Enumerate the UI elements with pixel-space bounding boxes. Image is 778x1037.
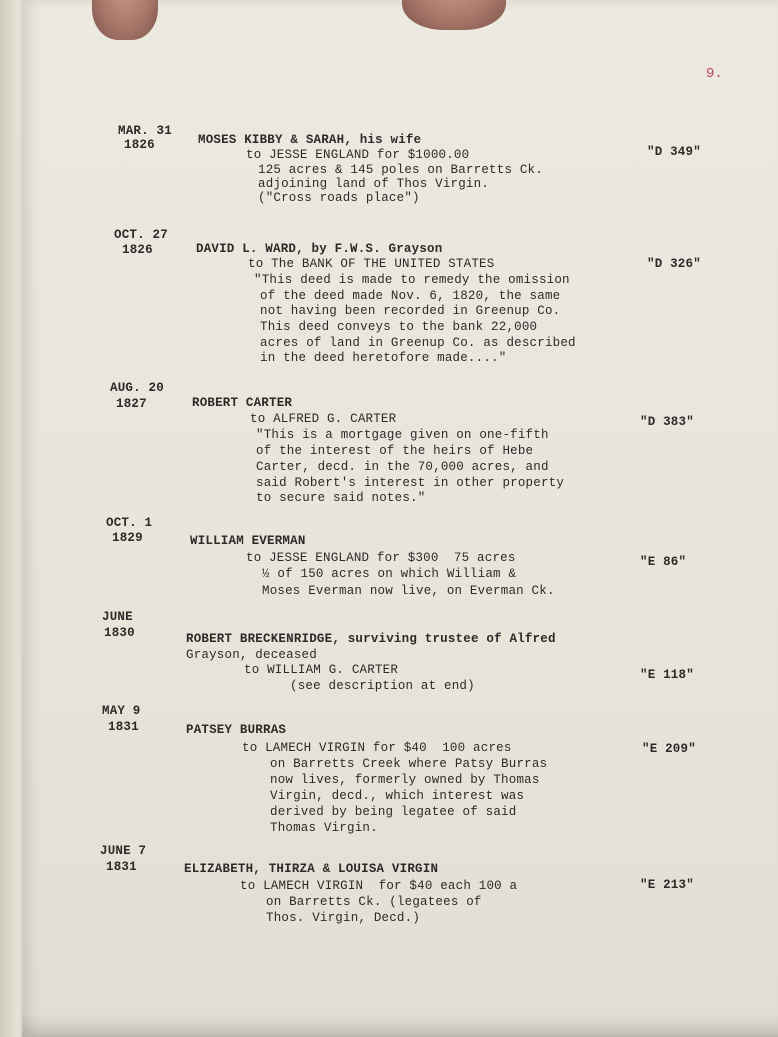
entry-reference: "E 209"	[642, 742, 696, 756]
entry-line: Carter, decd. in the 70,000 acres, and	[256, 460, 549, 474]
page-number: 9.	[706, 66, 723, 82]
entry-line: Virgin, decd., which interest was	[270, 789, 525, 803]
entry-line: derived by being legatee of said	[270, 805, 517, 819]
entry-line: said Robert's interest in other property	[256, 476, 565, 490]
entry-party: WILLIAM EVERMAN	[190, 534, 306, 548]
entry-line: Thomas Virgin.	[270, 821, 378, 835]
page-bottom-shadow	[22, 1013, 778, 1037]
entry-line: to WILLIAM G. CARTER	[244, 663, 399, 677]
entry-line: adjoining land of Thos Virgin.	[258, 177, 490, 191]
entry-line: to LAMECH VIRGIN for $40 each 100 a	[240, 879, 518, 893]
entry-date-line2: 1831	[108, 720, 139, 734]
entry-line: Thos. Virgin, Decd.)	[266, 911, 421, 925]
entry-line: Grayson, deceased	[186, 648, 317, 662]
entry-reference: "E 86"	[640, 555, 687, 569]
entry-date-line1: AUG. 20	[110, 381, 164, 395]
entry-date-line1: MAR. 31	[118, 124, 172, 138]
entry-reference: "D 349"	[647, 145, 701, 159]
entry-line: to secure said notes."	[256, 491, 426, 505]
entry-line: ½ of 150 acres on which William &	[262, 567, 517, 581]
entry-party: MOSES KIBBY & SARAH, his wife	[198, 133, 422, 147]
entry-line: (see description at end)	[290, 679, 475, 693]
entry-line: This deed conveys to the bank 22,000	[260, 320, 538, 334]
entry-date-line1: MAY 9	[102, 704, 141, 718]
entry-date-line2: 1830	[104, 626, 135, 640]
entry-reference: "D 326"	[647, 257, 701, 271]
entry-line: to ALFRED G. CARTER	[250, 412, 397, 426]
entry-date-line1: JUNE	[102, 610, 133, 624]
entry-line: ("Cross roads place")	[258, 191, 420, 205]
entry-date-line2: 1826	[124, 138, 155, 152]
entry-line: "This is a mortgage given on one-fifth	[256, 428, 549, 442]
entry-reference: "E 118"	[640, 668, 694, 682]
entry-line: of the deed made Nov. 6, 1820, the same	[260, 289, 561, 303]
entry-date-line2: 1826	[122, 243, 153, 257]
entry-line: in the deed heretofore made...."	[260, 351, 507, 365]
entry-line: not having been recorded in Greenup Co.	[260, 304, 561, 318]
entry-line: on Barretts Ck. (legatees of	[266, 895, 482, 909]
entry-line: now lives, formerly owned by Thomas	[270, 773, 540, 787]
entry-party: DAVID L. WARD, by F.W.S. Grayson	[196, 242, 443, 256]
entry-party: PATSEY BURRAS	[186, 723, 287, 737]
entry-line: to JESSE ENGLAND for $300 75 acres	[246, 551, 516, 565]
entry-date-line1: OCT. 27	[114, 228, 168, 242]
entry-line: Moses Everman now live, on Everman Ck.	[262, 584, 555, 598]
entry-line: "This deed is made to remedy the omission	[254, 273, 570, 287]
entry-line: to LAMECH VIRGIN for $40 100 acres	[242, 741, 512, 755]
entry-date-line2: 1829	[112, 531, 143, 545]
entry-date-line1: JUNE 7	[100, 844, 147, 858]
entry-line: on Barretts Creek where Patsy Burras	[270, 757, 548, 771]
entry-line: to The BANK OF THE UNITED STATES	[248, 257, 495, 271]
entry-date-line2: 1827	[116, 397, 147, 411]
entry-reference: "D 383"	[640, 415, 694, 429]
entry-reference: "E 213"	[640, 878, 694, 892]
entry-line: 125 acres & 145 poles on Barretts Ck.	[258, 163, 543, 177]
entry-party: ELIZABETH, THIRZA & LOUISA VIRGIN	[184, 862, 439, 876]
entry-line: of the interest of the heirs of Hebe	[256, 444, 534, 458]
entry-party: ROBERT CARTER	[192, 396, 293, 410]
entry-party: ROBERT BRECKENRIDGE, surviving trustee of Alfred	[186, 632, 556, 646]
entry-date-line1: OCT. 1	[106, 516, 153, 530]
entry-date-line2: 1831	[106, 860, 137, 874]
entry-line: to JESSE ENGLAND for $1000.00	[246, 148, 470, 162]
entry-line: acres of land in Greenup Co. as described	[260, 336, 576, 350]
